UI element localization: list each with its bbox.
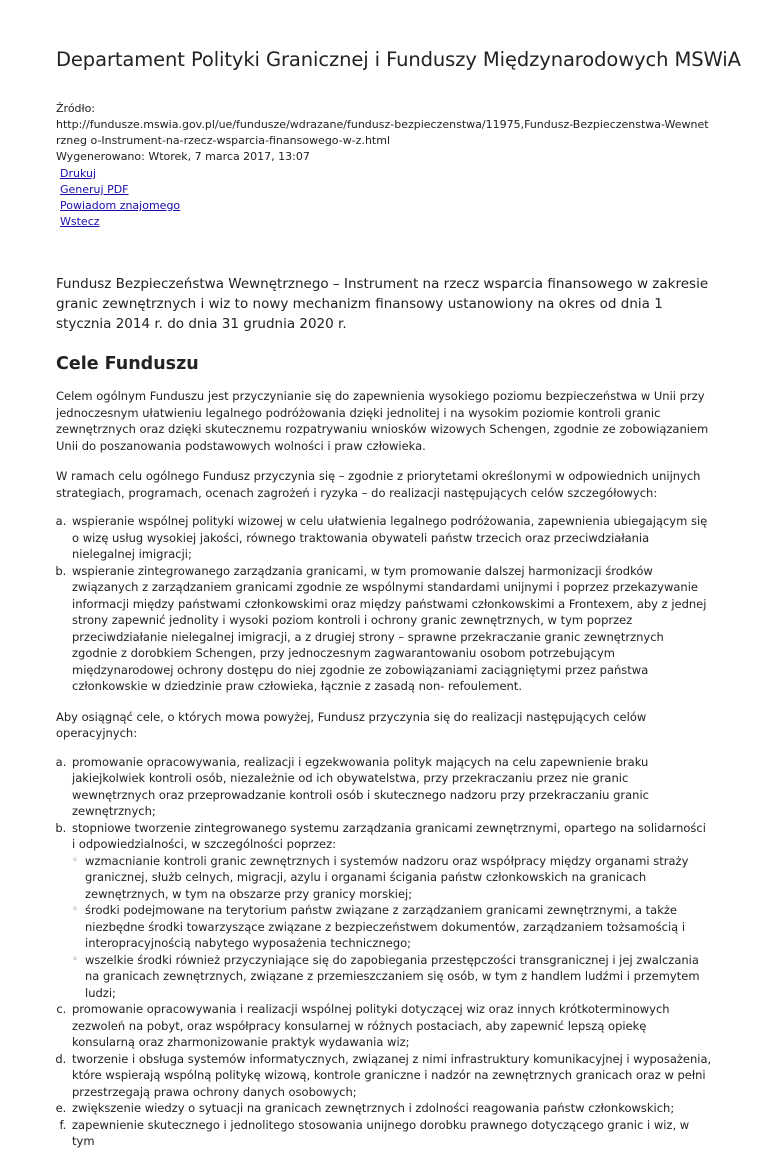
- list-item: a. wspieranie wspólnej polityki wizowej w celu ułatwienia legalnego podróżowania, zapewnienia ubiegającym się o wizę usług wysokiej jakości, równego traktowania obywateli państw trzecich oraz przeciwdziałania nielegalnej imigracji;: [70, 513, 712, 563]
- back-link[interactable]: Wstecz: [60, 215, 100, 228]
- lead-paragraph: Fundusz Bezpieczeństwa Wewnętrznego – Instrument na rzecz wsparcia finansowego w zakresie granic zewnętrznych i wiz to nowy mechanizm finansowy ustanowiony na okres od dnia 1 stycznia 2014 r. do dnia 31 grudnia 2020 r.: [56, 276, 709, 332]
- list-item: c. promowanie opracowywania i realizacji wspólnej polityki dotyczącej wiz oraz innych krótkoterminowych zezwoleń na pobyt, oraz współpracy konsularnej w różnych postaciach, aby zapewnić lepszą opiekę konsularną oraz zharmonizowanie praktyk wydawania wiz;: [70, 1001, 712, 1051]
- generated-date: Wygenerowano: Wtorek, 7 marca 2017, 13:07: [56, 150, 310, 163]
- list-item: b. wspieranie zintegrowanego zarządzania granicami, w tym promowanie dalszej harmonizacji środków związanych z zarządzaniem granicami zgodnie ze wspólnymi standardami unijnymi i poprzez przekazywanie informacji między państwami członkowskimi oraz między państwami członkowskimi a Frontexem, aby z jednej strony zapewnić jednolity i wysoki poziom kontroli i ochrony granic zewnętrznych, w tym poprzez przeciwdziałanie nielegalnej imigracji, a z drugiej strony – sprawne przekraczanie granic zewnętrznych zgodnie z dorobkiem Schengen, przy jednoczesnym zagwarantowaniu osobom potrzebującym międzynarodowej ochrony dostępu do niej zgodnie ze zobowiązaniami zaciągniętymi przez państwa członkowskie w dziedzinie praw człowieka, łącznie z zasadą non- refoulement.: [70, 563, 712, 695]
- sub-list-item: ◦ środki podejmowane na terytorium państw związane z zarządzaniem granicami zewnętrznymi, a także niezbędne środki towarzyszące związane z bezpieczeństwem dokumentów, zarządzaniem tożsamością i interopracyjnością nabytego wyposażenia technicznego;: [72, 902, 712, 952]
- action-links: [56, 166, 712, 230]
- section-heading: Cele Funduszu: [56, 354, 199, 374]
- specific-goals-intro: W ramach celu ogólnego Fundusz przyczynia się – zgodnie z priorytetami określonymi w odpowiednich unijnych strategiach, programach, ocenach zagrożeń i ryzyka – do realizacji następujących celów szczegółowych:: [56, 469, 701, 500]
- list-item: [70, 820, 712, 1002]
- operational-goals-list: [56, 754, 712, 1150]
- source-url: http://fundusze.mswia.gov.pl/ue/fundusze/wdrazane/fundusz-bezpieczenstwa/11975,Fundusz-Bezpieczenstwa-Wewnetrzneg o-Instrument-na-rzecz-wsparcia-finansowego-w-z.html: [56, 118, 709, 147]
- list-item: a. promowanie opracowywania, realizacji i egzekwowania polityk mających na celu zapewnienie braku jakiejkolwiek kontroli osób, niezależnie od ich obywatelstwa, przy przekraczaniu przez nie granic wewnętrznych oraz przeprowadzanie kontroli osób i skutecznego nadzoru przy przekraczaniu granic zewnętrznych;: [70, 754, 712, 820]
- source-label: Źródło:: [56, 102, 96, 115]
- operational-goals-intro: Aby osiągnąć cele, o których mowa powyżej, Fundusz przyczynia się do realizacji następujących celów operacyjnych:: [56, 709, 647, 740]
- list-item: d. tworzenie i obsługa systemów informatycznych, związanej z nimi infrastruktury komunikacyjnej i wyposażenia, które wspierają wspólną politykę wizową, kontrole graniczne i nadzór na zewnętrznych granicach oraz w pełni przestrzegają prawa ochrony danych osobowych;: [70, 1051, 712, 1101]
- general-goal-paragraph: Celem ogólnym Funduszu jest przyczynianie się do zapewnienia wysokiego poziomu bezpieczeństwa w Unii przy jednoczesnym ułatwieniu legalnego podróżowania dzięki jednolitej i na wysokim poziomie kontroli granic zewnętrznych oraz dzięki skutecznemu rozpatrywaniu wniosków wizowych Schengen, zgodnie ze zobowiązaniem Unii do poszanowania podstawowych wolności i praw człowieka.: [56, 389, 709, 453]
- sub-list-item: ◦ wzmacnianie kontroli granic zewnętrznych i systemów nadzoru oraz współpracy między organami straży granicznej, służb celnych, migracji, azylu i organami ścigania państw członkowskich na granicach zewnętrznych, w tym na obszarze przy granicy morskiej;: [72, 853, 712, 903]
- generate-pdf-link[interactable]: Generuj PDF: [60, 183, 129, 196]
- list-item: f. zapewnienie skutecznego i jednolitego stosowania unijnego dorobku prawnego dotyczącego granic i wiz, w tym: [70, 1117, 712, 1150]
- sub-list: [72, 853, 712, 1002]
- print-link[interactable]: Drukuj: [60, 167, 97, 180]
- site-title: Departament Polityki Granicznej i Funduszy Międzynarodowych MSWiA: [56, 48, 741, 71]
- list-item: e. zwiększenie wiedzy o sytuacji na granicach zewnętrznych i zdolności reagowania państw członkowskich;: [70, 1100, 712, 1117]
- notify-friend-link[interactable]: Powiadom znajomego: [60, 199, 181, 212]
- list-item-text: stopniowe tworzenie zintegrowanego systemu zarządzania granicami zewnętrznymi, opartego na solidarności i odpowiedzialności, w szczególności poprzez:: [72, 820, 706, 851]
- specific-goals-list: [56, 513, 712, 695]
- document-meta: [56, 101, 712, 165]
- sub-list-item: ◦ wszelkie środki również przyczyniające się do zapobiegania przestępczości transgranicznej i jej zwalczania na granicach zewnętrznych, związane z przemieszczaniem się osób, w tym z handlem ludźmi i przemytem ludzi;: [72, 952, 712, 1002]
